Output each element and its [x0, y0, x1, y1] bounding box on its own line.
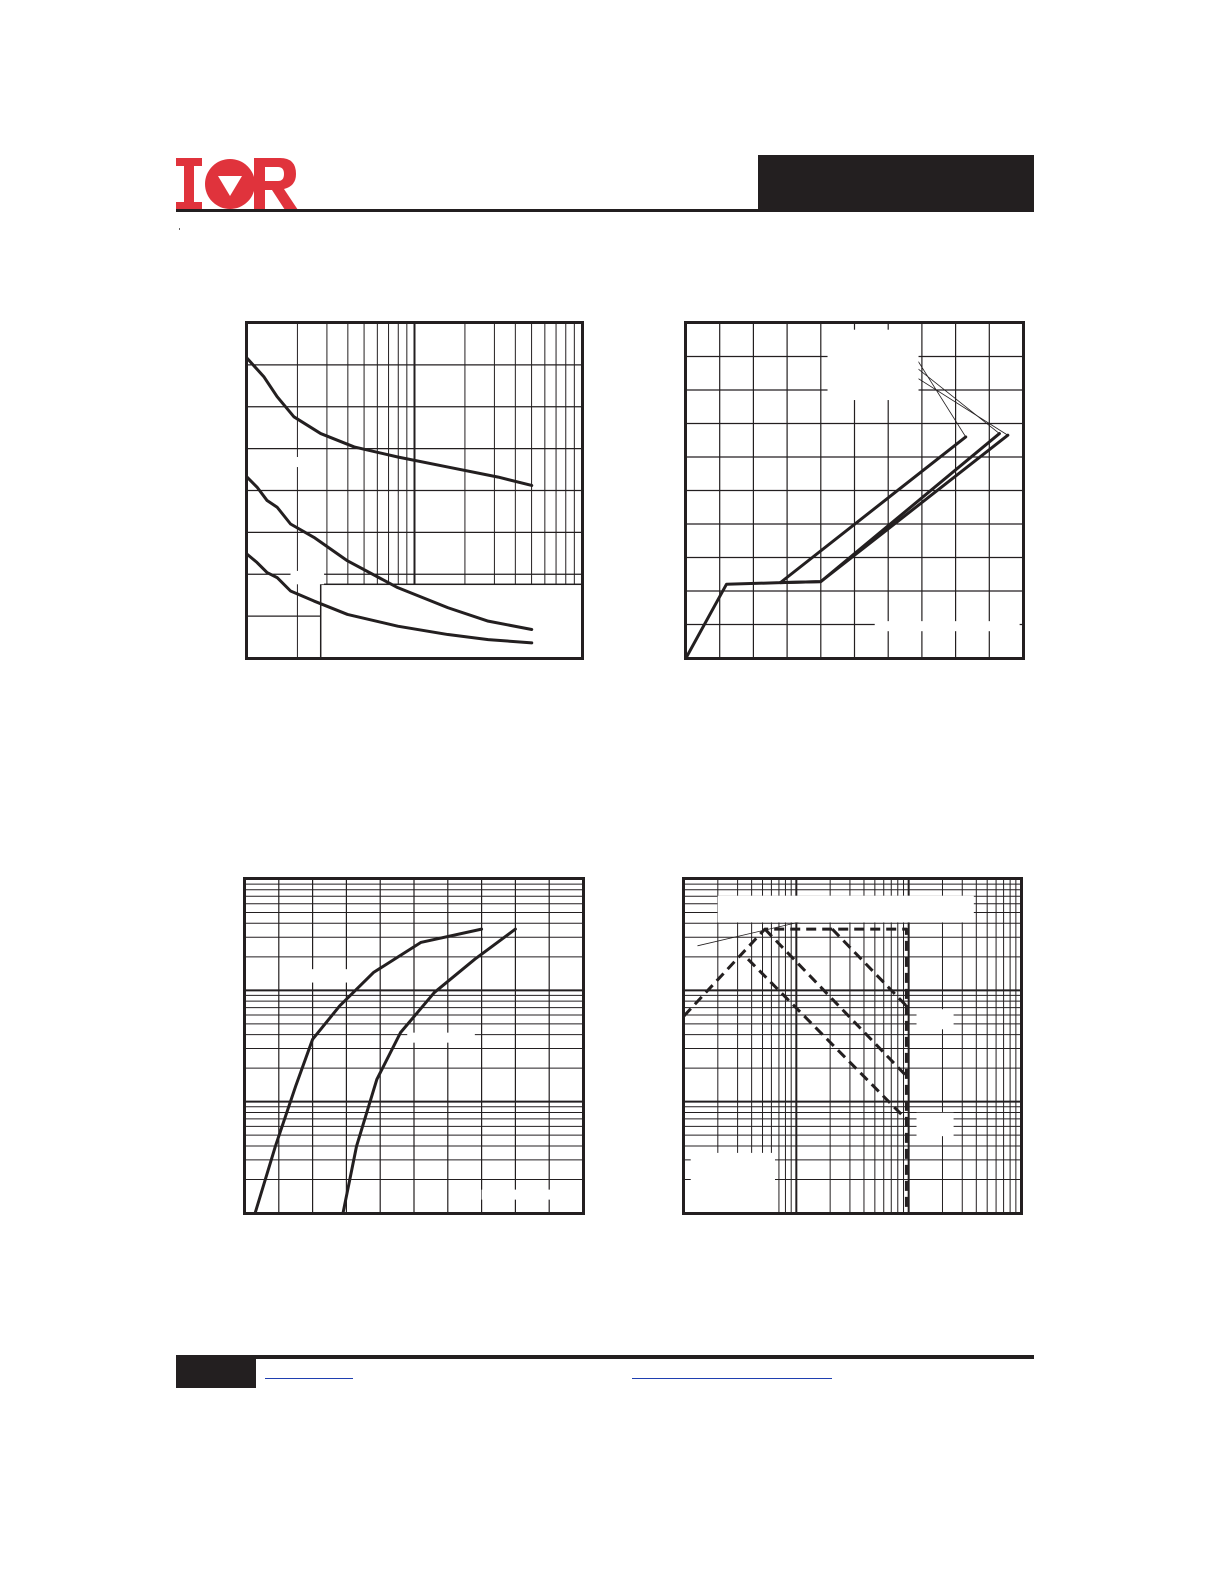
legend-box	[321, 584, 582, 658]
label-area	[289, 969, 350, 982]
curve	[247, 358, 532, 485]
footer-rule	[176, 1355, 1034, 1359]
curve	[343, 929, 515, 1213]
label-area	[917, 1009, 954, 1029]
footer-link-left[interactable]	[265, 1378, 353, 1379]
label-area	[691, 1153, 775, 1213]
label-area	[407, 1033, 475, 1043]
label-area	[917, 1113, 954, 1136]
label-area	[291, 457, 325, 467]
figure-4	[682, 877, 1023, 1215]
leader-line	[915, 357, 966, 437]
footer-link-right[interactable]	[632, 1378, 832, 1379]
label-area	[875, 621, 1020, 631]
figure-3	[243, 877, 585, 1215]
label-area	[482, 1190, 577, 1200]
label-area	[828, 330, 919, 400]
figure-1	[245, 321, 584, 660]
label-area	[718, 896, 974, 923]
curve	[780, 434, 999, 583]
figure-2	[684, 321, 1025, 660]
part-number-tab	[758, 155, 1034, 212]
leader-line	[915, 377, 1008, 436]
label-area	[291, 574, 325, 584]
page-number-tab	[176, 1356, 256, 1388]
curve	[765, 929, 907, 1076]
curve	[832, 929, 906, 1006]
margin-mark	[179, 228, 180, 230]
ior-logo-icon	[176, 158, 298, 210]
